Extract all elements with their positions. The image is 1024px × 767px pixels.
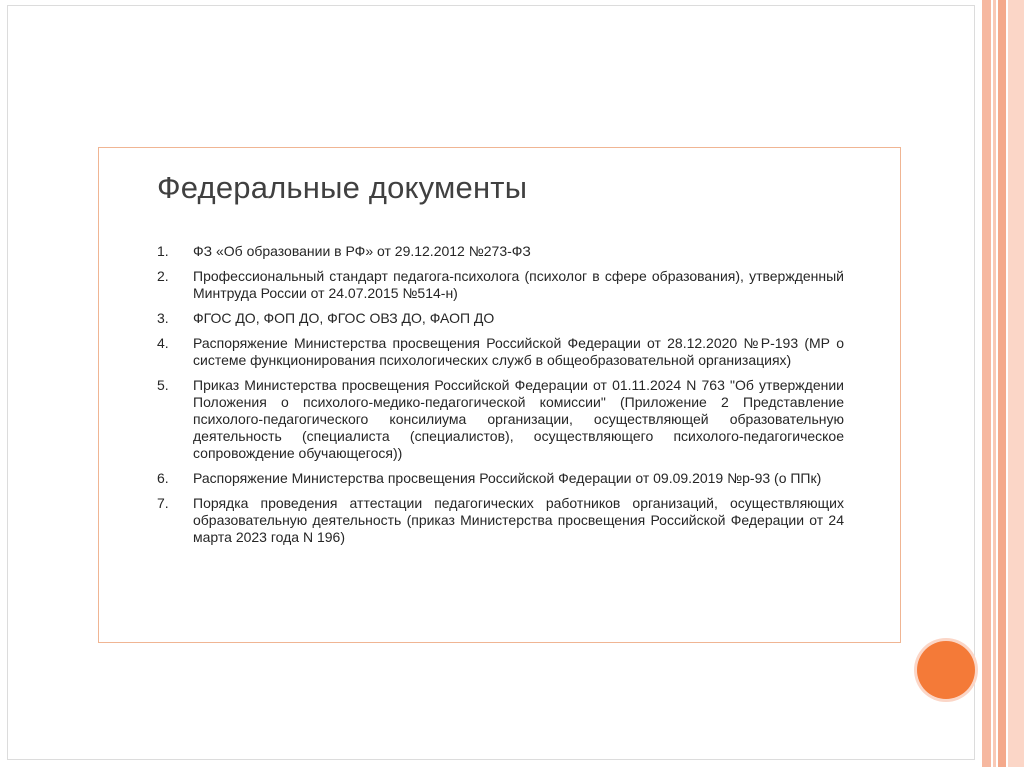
list-item-number: 5. [157,377,169,393]
list-item [157,470,844,487]
list-item [157,495,844,546]
list-item [157,243,844,260]
decorative-circle [917,641,975,699]
decorative-stripe [982,0,991,767]
list-item-text: Распоряжение Министерства просвещения Российской Федерации от 28.12.2020 №Р-193 (МР о системе функционирования психологических служб в общеобразовательной организациях) [193,335,844,368]
list-item-number: 1. [157,243,169,259]
list-item-number: 7. [157,495,169,511]
list-item-number: 2. [157,268,169,284]
list-item [157,377,844,462]
list-item-text: ФЗ «Об образовании в РФ» от 29.12.2012 №273-ФЗ [193,243,531,259]
decorative-stripe [998,0,1006,767]
decorative-stripe [993,0,996,767]
list-item [157,310,844,327]
slide-title: Федеральные документы [157,170,528,205]
list-item-text: Распоряжение Министерства просвещения Российской Федерации от 09.09.2019 №р-93 (о ППк) [193,470,822,486]
list-item-text: Порядка проведения аттестации педагогических работников организаций, осуществляющих образовательную деятельность (приказ Министерства просвещения Российской Федерации от 24 марта 2023 года N 196) [193,495,844,545]
list-item-text: Приказ Министерства просвещения Российской Федерации от 01.11.2024 N 763 "Об утверждении Положения о психолого-медико-педагогической комиссии" (Приложение 2 Представление психолого-педагогического консилиума организации, осуществляющей образовательную деятельность (специалиста (специалистов), осуществляющего психолого-педагогическое сопровождение обучающегося)) [193,377,844,461]
list-item-text: Профессиональный стандарт педагога-психолога (психолог в сфере образования), утвержденный Минтруда России от 24.07.2015 №514-н) [193,268,844,301]
list-item [157,268,844,302]
document-list [157,243,844,554]
list-item [157,335,844,369]
list-item-text: ФГОС ДО, ФОП ДО, ФГОС ОВЗ ДО, ФАОП ДО [193,310,495,326]
list-item-number: 6. [157,470,169,486]
list-item-number: 3. [157,310,169,326]
list-item-number: 4. [157,335,169,351]
decorative-stripe [1008,0,1024,767]
